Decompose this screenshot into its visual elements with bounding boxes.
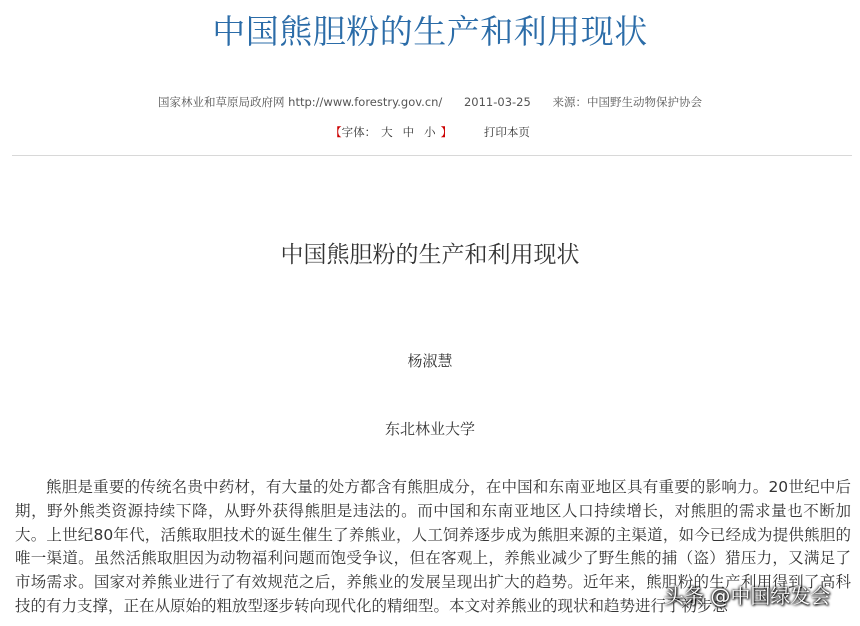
font-size-medium-link[interactable]: 中: [402, 125, 415, 139]
font-size-small-link[interactable]: 小: [424, 125, 436, 139]
header-divider: [12, 155, 852, 156]
article-source: 来源：中国野生动物保护协会: [552, 95, 702, 109]
author-name: 杨淑慧: [407, 352, 453, 370]
article-title: 中国熊胆粉的生产和利用现状: [280, 242, 580, 268]
source-site: 国家林业和草原局政府网 http://www.forestry.gov.cn/: [158, 95, 443, 109]
watermark-overlay: 头条 @中国绿发会: [664, 584, 831, 608]
publish-date: 2011-03-25: [463, 95, 531, 109]
author-affiliation: 东北林业大学: [384, 420, 475, 438]
print-page-link[interactable]: 打印本页: [483, 125, 530, 139]
page-title: 中国熊胆粉的生产和利用现状: [212, 12, 648, 51]
article-paragraph: 熊胆是重要的传统名贵中药材，有大量的处方都含有熊胆成分，在中国和东南亚地区具有重要的影响力。20世纪中后期，野外熊类资源持续下降，从野外获得熊胆是违法的。而中国和东南亚地区人口持续增长，对熊胆的需求量也不断加大。上世纪80年代，活熊取胆技术的诞生催生了养熊业，人工饲养逐步成为熊胆来源的主渠道，如今已经成为提供熊胆的唯一渠道。虽然活熊取胆因为动物福利问题而饱受争议，但在客观上，养熊业减少了野生熊的捕（盗）猎压力，又满足了市场需求。国家对养熊业进行了有效规范之后，养熊业的发展呈现出扩大的趋势。近年来，熊胆粉的生产利用得到了高科技的有力支撑，正在从原始的粗放型逐步转向现代化的精细型。本文对养熊业的现状和趋势进行了初步总: [15, 478, 851, 615]
bracket-close: 】: [440, 125, 453, 139]
bracket-open: 【: [330, 125, 342, 139]
font-size-large-link[interactable]: 大: [381, 125, 393, 139]
article-meta: [0, 94, 860, 110]
font-size-label: 字体：: [341, 125, 377, 139]
article-tools: [0, 124, 860, 140]
